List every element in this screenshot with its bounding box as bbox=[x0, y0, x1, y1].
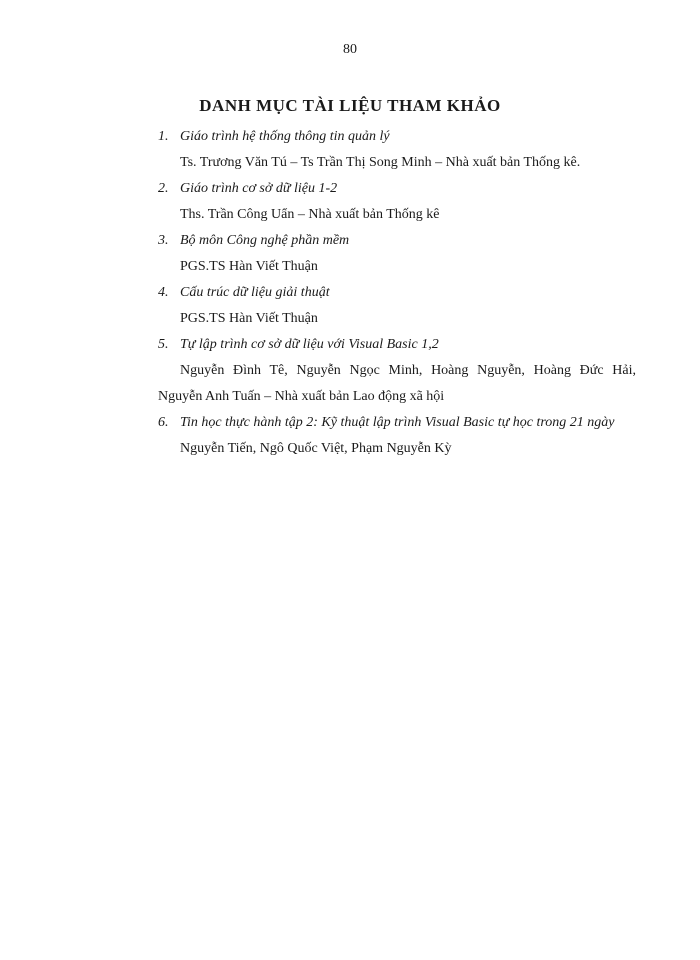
page-number: 80 bbox=[343, 42, 357, 57]
reference-title-line bbox=[158, 280, 636, 306]
reference-title-line bbox=[158, 176, 636, 202]
reference-authors: Nguyễn Đình Tê, Nguyễn Ngọc Minh, Hoàng Nguyễn, Hoàng Đức Hải, bbox=[180, 363, 636, 378]
reference-title: Giáo trình cơ sở dữ liệu 1-2 bbox=[180, 181, 338, 196]
reference-item bbox=[158, 280, 636, 332]
reference-authors: Nguyễn Tiến, Ngô Quốc Việt, Phạm Nguyễn Kỳ bbox=[180, 441, 452, 456]
reference-number: 2. bbox=[158, 181, 169, 196]
reference-item bbox=[158, 176, 636, 228]
reference-authors: Ths. Trần Công Uẩn – Nhà xuất bản Thống kê bbox=[180, 207, 440, 222]
reference-authors: Ts. Trương Văn Tú – Ts Trần Thị Song Minh – Nhà xuất bản Thống kê. bbox=[180, 155, 581, 170]
reference-title: Bộ môn Công nghệ phần mềm bbox=[180, 233, 350, 248]
reference-title-line bbox=[158, 228, 636, 254]
reference-title: Tự lập trình cơ sở dữ liệu với Visual Basic 1,2 bbox=[180, 337, 439, 352]
reference-title: Tin học thực hành tập 2: Kỹ thuật lập trình Visual Basic tự học trong 21 ngày bbox=[180, 415, 615, 430]
reference-item bbox=[158, 332, 636, 410]
reference-item bbox=[158, 228, 636, 280]
reference-item bbox=[158, 410, 636, 462]
reference-number: 1. bbox=[158, 129, 169, 144]
page-title: DANH MỤC TÀI LIỆU THAM KHẢO bbox=[199, 96, 501, 115]
reference-title: Cấu trúc dữ liệu giải thuật bbox=[180, 285, 330, 300]
reference-number: 6. bbox=[158, 415, 169, 430]
reference-authors: PGS.TS Hàn Viết Thuận bbox=[180, 259, 318, 274]
reference-list bbox=[158, 124, 636, 462]
reference-title-line bbox=[158, 332, 636, 358]
reference-number: 4. bbox=[158, 285, 169, 300]
reference-number: 3. bbox=[158, 233, 169, 248]
reference-authors: PGS.TS Hàn Viết Thuận bbox=[180, 311, 318, 326]
reference-title-line bbox=[158, 124, 636, 150]
reference-number: 5. bbox=[158, 337, 169, 352]
reference-title-line bbox=[158, 410, 636, 436]
reference-title: Giáo trình hệ thống thông tin quản lý bbox=[180, 129, 390, 144]
reference-authors-continued: Nguyễn Anh Tuấn – Nhà xuất bản Lao động xã hội bbox=[158, 389, 445, 404]
reference-item bbox=[158, 124, 636, 176]
